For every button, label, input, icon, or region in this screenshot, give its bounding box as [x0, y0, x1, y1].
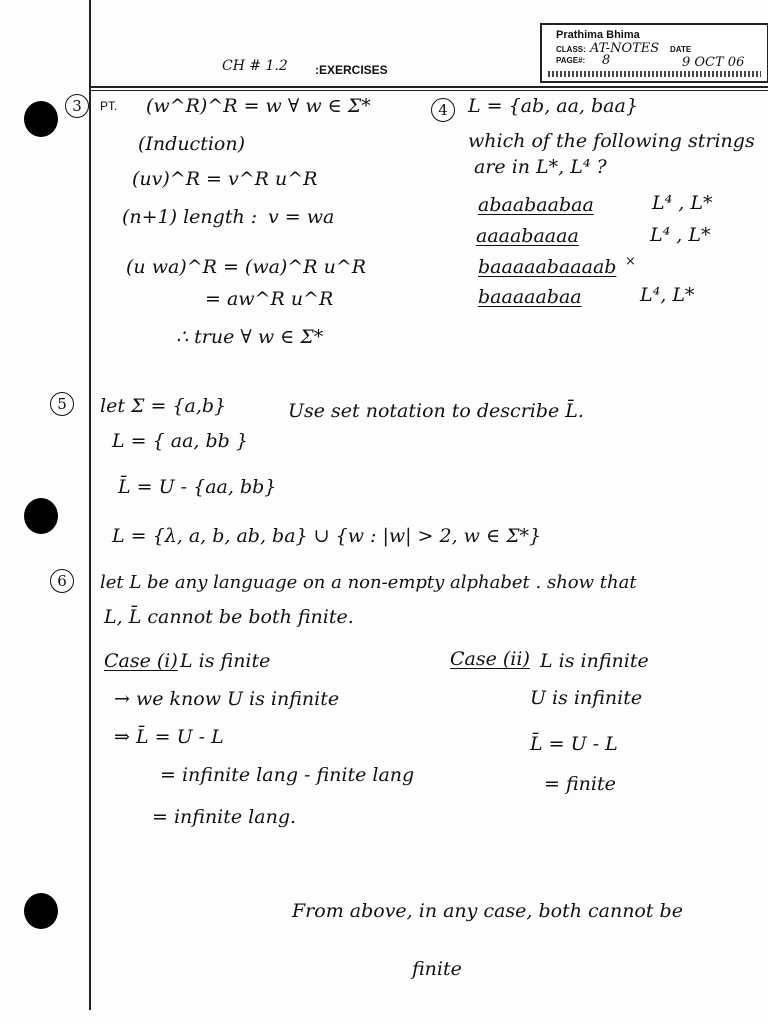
chapter-title: CH # 1.2: [222, 58, 288, 74]
q3-line5: ∴ true ∀ w ∈ Σ*: [176, 326, 324, 348]
q4-string-1: abaabaabaa: [478, 194, 594, 216]
q5-line1: L = { aa, bb }: [112, 430, 248, 452]
question-number-6: 6: [50, 569, 74, 593]
page-value: 8: [602, 53, 611, 68]
punch-hole-bottom: [24, 893, 58, 929]
pages-label: PAGE#:: [556, 56, 586, 65]
q4-answer-1: L⁴ , L*: [652, 192, 713, 214]
q4-answer-4: L⁴, L*: [640, 284, 695, 306]
q5-intro: let Σ = {a,b}: [100, 395, 227, 417]
q3-prefix: PT.: [100, 99, 118, 113]
q3-line1: (uv)^R = v^R u^R: [132, 168, 318, 190]
header-rule-double: [89, 90, 768, 91]
punch-hole-middle: [24, 498, 58, 534]
q6-statement-line2: L, L̄ cannot be both finite.: [104, 606, 354, 628]
q4-string-2: aaaabaaaa: [476, 225, 579, 247]
q6-conclusion-line1: From above, in any case, both cannot be: [292, 900, 683, 922]
notebook-stamp: [540, 23, 768, 83]
punch-hole-top: [24, 101, 58, 137]
question-number-4: 4: [431, 98, 455, 122]
q6-case1-line2: ⇒ L̄ = U - L: [114, 726, 224, 748]
q3-line2-label: (n+1) length :: [122, 206, 258, 228]
class-label: CLASS:: [556, 45, 586, 54]
question-number-3: 3: [65, 94, 89, 118]
date-label: DATE: [670, 45, 692, 54]
q4-string-3: baaaaabaaaab: [478, 256, 617, 278]
q3-statement: (w^R)^R = w ∀ w ∈ Σ*: [146, 95, 371, 117]
q4-string-4: baaaaabaa: [478, 286, 582, 308]
q6-case2-line1: U is infinite: [530, 687, 643, 709]
q4-definition: L = {ab, aa, baa}: [468, 95, 638, 117]
q6-case1-line0: L is finite: [180, 650, 271, 672]
q6-case1-line1: → we know U is infinite: [114, 688, 340, 710]
header-rule: [89, 86, 768, 88]
q4-answer-2: L⁴ , L*: [650, 224, 711, 246]
q6-case1-line4: = infinite lang.: [152, 806, 297, 828]
q5-line2: L̄ = U - {aa, bb}: [118, 476, 277, 498]
q6-statement-line1: let L be any language on a non-empty alphabet . show that: [100, 572, 637, 593]
q6-case1-line3: = infinite lang - finite lang: [160, 764, 415, 786]
q4-answer-3: ×: [625, 254, 636, 269]
q3-line3: (u wa)^R = (wa)^R u^R: [126, 256, 367, 278]
stamp-strip: [548, 71, 761, 77]
margin-line: [89, 0, 91, 1010]
exercises-title: :EXERCISES: [315, 63, 388, 77]
q3-line4: = aw^R u^R: [205, 288, 334, 310]
q6-case2-title: Case (ii): [450, 648, 530, 670]
q4-question-line1: which of the following strings: [468, 130, 755, 152]
q3-method: (Induction): [138, 133, 245, 155]
q6-case2-line3: = finite: [544, 773, 616, 795]
q3-line2-value: v = wa: [268, 206, 335, 228]
date-value: 9 OCT 06: [682, 55, 745, 70]
q6-case1-title: Case (i): [104, 650, 178, 672]
q5-line3: L = {λ, a, b, ab, ba} ∪ {w : |w| > 2, w ∈ Σ*}: [112, 525, 542, 547]
student-name: Prathima Bhima: [556, 29, 640, 41]
q6-case2-line2: L̄ = U - L: [530, 733, 618, 755]
q5-task: Use set notation to describe L̄.: [288, 400, 584, 422]
class-value: AT-NOTES: [590, 41, 660, 56]
q6-case2-line0: L is infinite: [540, 650, 649, 672]
question-number-5: 5: [50, 392, 74, 416]
q6-conclusion-line2: finite: [412, 958, 462, 980]
q4-question-line2: are in L*, L⁴ ?: [474, 156, 607, 178]
